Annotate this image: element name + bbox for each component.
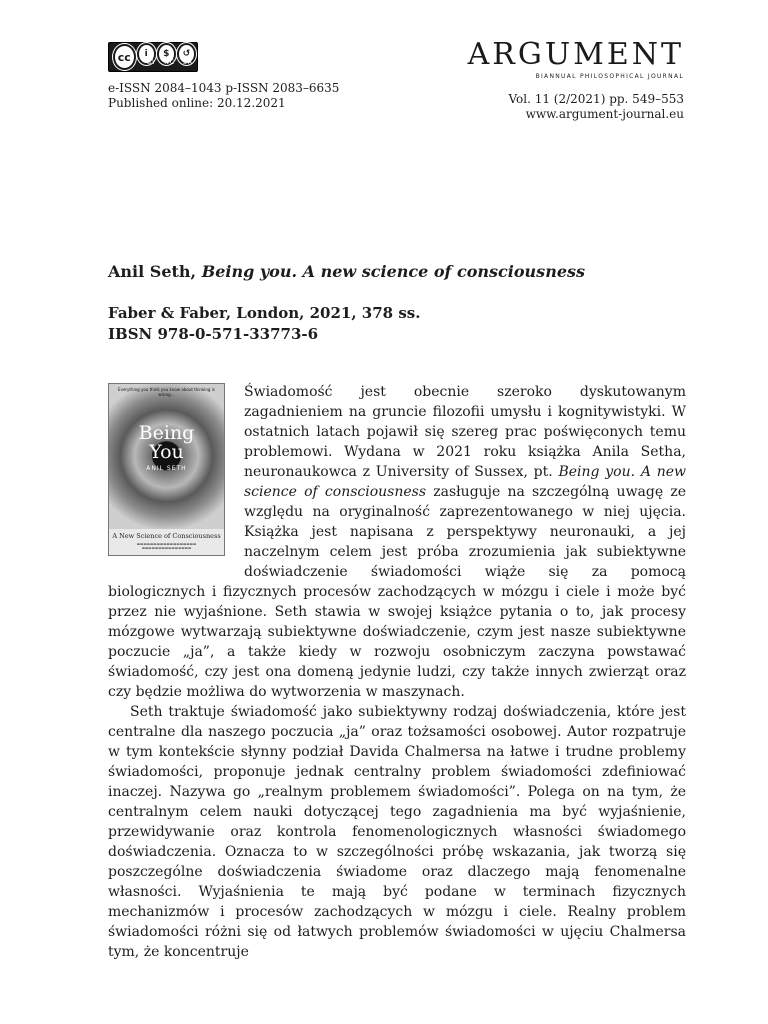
paragraph-1-start: Świadomość jest obecnie szeroko dyskutowanym zagadnieniem na gruncie filozofii umysłu i kognitywistyki. W ostatnich latach pojawił się szereg prac poświęconych temu problemowi. Wydana w 2021 roku książka Anila Setha, neuronaukowca z University of Sussex, pt.	[244, 384, 686, 480]
by-icon: i	[137, 43, 156, 65]
book-title: Being you. A new science of consciousness	[201, 262, 586, 281]
cc-icon: cc	[113, 44, 136, 70]
isbn-line: IBSN 978-0-571-33773-6	[108, 325, 319, 343]
nc-icon: $	[157, 43, 176, 65]
cover-fine-print: ▬▬▬▬▬▬▬▬▬▬▬▬▬▬▬▬▬▬ ▬▬▬▬▬▬▬▬▬▬▬▬▬▬▬	[136, 542, 197, 550]
volume-info: Vol. 11 (2/2021) pp. 549–553	[508, 92, 684, 106]
bibliographic-info	[108, 303, 420, 345]
cover-title-line1: Being	[138, 422, 195, 444]
cover-title-line2: You	[149, 441, 184, 463]
published-date: Published online: 20.12.2021	[108, 96, 286, 110]
review-body	[108, 382, 686, 962]
issn: e-ISSN 2084–1043 p-ISSN 2083–6635	[108, 81, 340, 95]
paragraph-2: Seth traktuje świadomość jako subiektywny rodzaj doświadczenia, które jest centralne dla naszego poczucia „ja” oraz tożsamości osobowej. Autor rozpatruje w tym kontekście słynny podział Davida Chalmersa na łatwe i trudne problemy świadomości, proponuje jednak centralny problem świadomości zdefiniować inaczej. Nazywa go „realnym problemem świadomości”. Polega on na tym, że centralnym celem nauki dotyczącej tego zagadnienia ma być wyjaśnienie, przewidywanie oraz kontrola fenomenologicznych własności świadomego doświadczenia. Oznacza to w szczególności próbę wskazania, jak tworzą się poszczególne doświadczenia świadome oraz dlaczego mają fenomenalne własności. Wyjaśnienia te mają być podane w terminach fizycznych mechanizmów i procesów zachodzących w mózgu i ciele. Realny problem świadomości różni się od łatwych problemów świadomości w ujęciu Chalmersa tym, że koncentruje	[108, 704, 686, 960]
paragraph-1-end: zasługuje na szczególną uwagę ze względu na oryginalność zaprezentowanego w niej ujęcia. Książka jest napisana z perspektywy neuronauki, a jej naczelnym celem jest próba zrozumienia jak subiektywne doświadczenie świadomości wiąże się za pomocą biologicznych i fizycznych procesów zachodzących w mózgu i ciele i może być przez nie wyjaśnione. Seth stawia w swojej książce pytania o to, jak procesy mózgowe wytwarzają subiektywne doświadczenie, czym jest nasze subiektywne poczucie „ja”, a także kiedy w rozwoju osobniczym zaczyna powstawać świadomość, czy jest ona domeną jedynie ludzi, czy także innych zwierząt oraz czy będzie możliwa do wytworzenia w maszynach.	[108, 484, 687, 700]
license-labels	[142, 55, 193, 70]
cover-float-spacer	[108, 382, 244, 572]
journal-subtitle: BIANNUAL PHILOSOPHICAL JOURNAL	[535, 73, 684, 80]
license-label-nc: NC	[164, 59, 176, 66]
header-left	[108, 42, 339, 111]
cover-subtitle: A New Science of Consciousness	[112, 532, 221, 540]
paragraph-1-italic-title: Being you. A new science of consciousness	[244, 464, 686, 500]
publisher-line: Faber & Faber, London, 2021, 378 ss.	[108, 304, 421, 322]
license-label-by: BY	[146, 59, 157, 66]
cc-by-nc-sa-icon	[108, 42, 198, 72]
license-label-sa: SA	[182, 59, 193, 66]
cover-tagline: Everything you think you know about thinking is wrong…	[118, 387, 215, 397]
sa-icon: ↺	[177, 43, 196, 65]
journal-logo: ARGUMENT	[467, 37, 684, 72]
review-title	[108, 262, 585, 281]
book-author: Anil Seth,	[108, 262, 197, 281]
cover-author: ANIL SETH	[146, 465, 187, 472]
header-right	[467, 37, 684, 122]
journal-website: www.argument-journal.eu	[525, 107, 684, 121]
